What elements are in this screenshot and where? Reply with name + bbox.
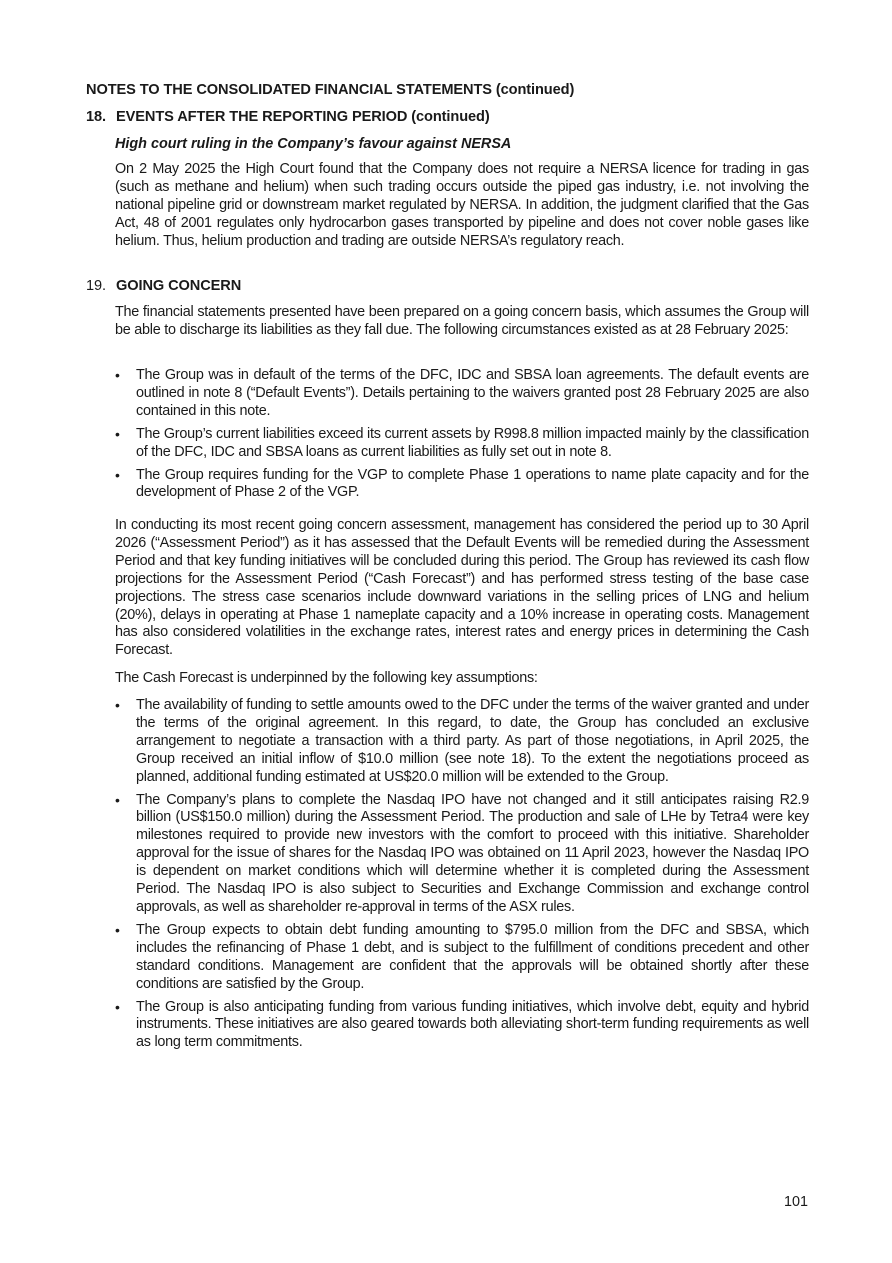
bullet-icon: • <box>115 791 120 808</box>
assumptions-list <box>115 697 809 1052</box>
list-item <box>115 792 809 917</box>
page-number: 101 <box>783 1194 808 1210</box>
section-19-heading <box>86 278 241 294</box>
section-18-number: 18. <box>86 109 106 125</box>
circumstance-text: The Group requires funding for the VGP to complete Phase 1 operations to name plate capacity and for the development of Phase 2 of the VGP. <box>136 466 809 501</box>
assumption-text: The Group expects to obtain debt funding amounting to $795.0 million from the DFC and SBSA, which includes the refinancing of Phase 1 debt, and is subject to the fulfillment of conditions precedent and other standard conditions. Management are confident that the approvals will be obtained shortly after these conditions are satisfied by the Group. <box>136 921 809 992</box>
circumstances-list <box>115 367 809 502</box>
bullet-icon: • <box>115 921 120 938</box>
section-18-title: EVENTS AFTER THE REPORTING PERIOD (continued) <box>116 109 490 125</box>
circumstance-text: The Group’s current liabilities exceed its current assets by R998.8 million impacted mainly by the classification of the DFC, IDC and SBSA loans as current liabilities as fully set out in note 8. <box>136 425 809 460</box>
section-18-paragraph: On 2 May 2025 the High Court found that the Company does not require a NERSA licence for trading in gas (such as methane and helium) when such trading occurs outside the piped gas industry, i.e. not involving the national pipeline grid or downstream market regulated by NERSA. In addition, the judgment clarified that the Gas Act, 48 of 2001 regulates only hydrocarbon gases transported by pipeline and does not cover noble gases like helium. Thus, helium production and trading are outside NERSA’s regulatory reach. <box>115 161 809 249</box>
bullet-icon: • <box>115 425 120 442</box>
list-item <box>115 367 809 421</box>
assumptions-intro: The Cash Forecast is underpinned by the following key assumptions: <box>115 670 538 686</box>
list-item <box>115 922 809 994</box>
section-19-title: GOING CONCERN <box>116 278 242 294</box>
page-header-title: NOTES TO THE CONSOLIDATED FINANCIAL STATEMENTS (continued) <box>86 82 575 98</box>
section-18-subheading: High court ruling in the Company’s favour against NERSA <box>115 136 512 152</box>
circumstance-text: The Group was in default of the terms of the DFC, IDC and SBSA loan agreements. The default events are outlined in note 8 (“Default Events”). Details pertaining to the waivers granted post 28 February 2025 are also contained in this note. <box>136 367 809 419</box>
assumption-text: The availability of funding to settle amounts owed to the DFC under the terms of the waiver granted and under the terms of the original agreement. In this regard, to date, the Group has concluded an exclusive arrangement to negotiate a transaction with a third party. As part of those negotiations, in April 2025, the Group received an initial inflow of $10.0 million (see note 18). To the extent the negotiations proceed as planned, additional funding estimated at US$20.0 million will be extended to the Group. <box>136 697 809 785</box>
list-item <box>115 999 809 1053</box>
bullet-icon: • <box>115 998 120 1015</box>
section-18-heading <box>86 109 490 125</box>
list-item <box>115 697 809 787</box>
list-item <box>115 426 809 462</box>
assumption-text: The Company’s plans to complete the Nasdaq IPO have not changed and it still anticipates raising R2.9 billion (US$150.0 million) during the Assessment Period. The production and sale of LHe by Tetra4 were key milestones required to provide new investors with the comfort to proceed with this initiative. Shareholder approval for the issue of shares for the Nasdaq IPO was obtained on 11 April 2023, however the Nasdaq IPO is dependent on market conditions which will determine whether it is completed during the Assessment Period. The Nasdaq IPO is also subject to Securities and Exchange Commission and exchange control approvals, as well as shareholder re-approval in terms of the ASX rules. <box>136 791 809 915</box>
list-item <box>115 467 809 503</box>
bullet-icon: • <box>115 367 120 383</box>
going-concern-intro: The financial statements presented have been prepared on a going concern basis, which assumes the Group will be able to discharge its liabilities as they fall due. The following circumstances existed as at 28 February 2025: <box>115 304 809 338</box>
assumption-text: The Group is also anticipating funding from various funding initiatives, which involve debt, equity and hybrid instruments. These initiatives are also geared towards both alleviating short-term funding requirements as well as long term commitments. <box>136 998 809 1051</box>
bullet-icon: • <box>115 466 120 483</box>
section-19-number: 19. <box>86 278 106 294</box>
bullet-icon: • <box>115 697 120 713</box>
assessment-paragraph: In conducting its most recent going concern assessment, management has considered the period up to 30 April 2026 (“Assessment Period”) as it has assessed that the Default Events will be remedied during the Assessment Period and that key funding initiatives will be concluded during this period. The Group has reviewed its cash flow projections for the Assessment Period (“Cash Forecast”) and has performed stress testing of the base case projections. The stress case scenarios include downward variations in the selling prices of LNG and helium (20%), delays in operating at Phase 1 nameplate capacity and a 10% increase in operating costs. Management has also considered volatilities in the exchange rates, interest rates and energy prices in determining the Cash Forecast. <box>115 517 809 659</box>
